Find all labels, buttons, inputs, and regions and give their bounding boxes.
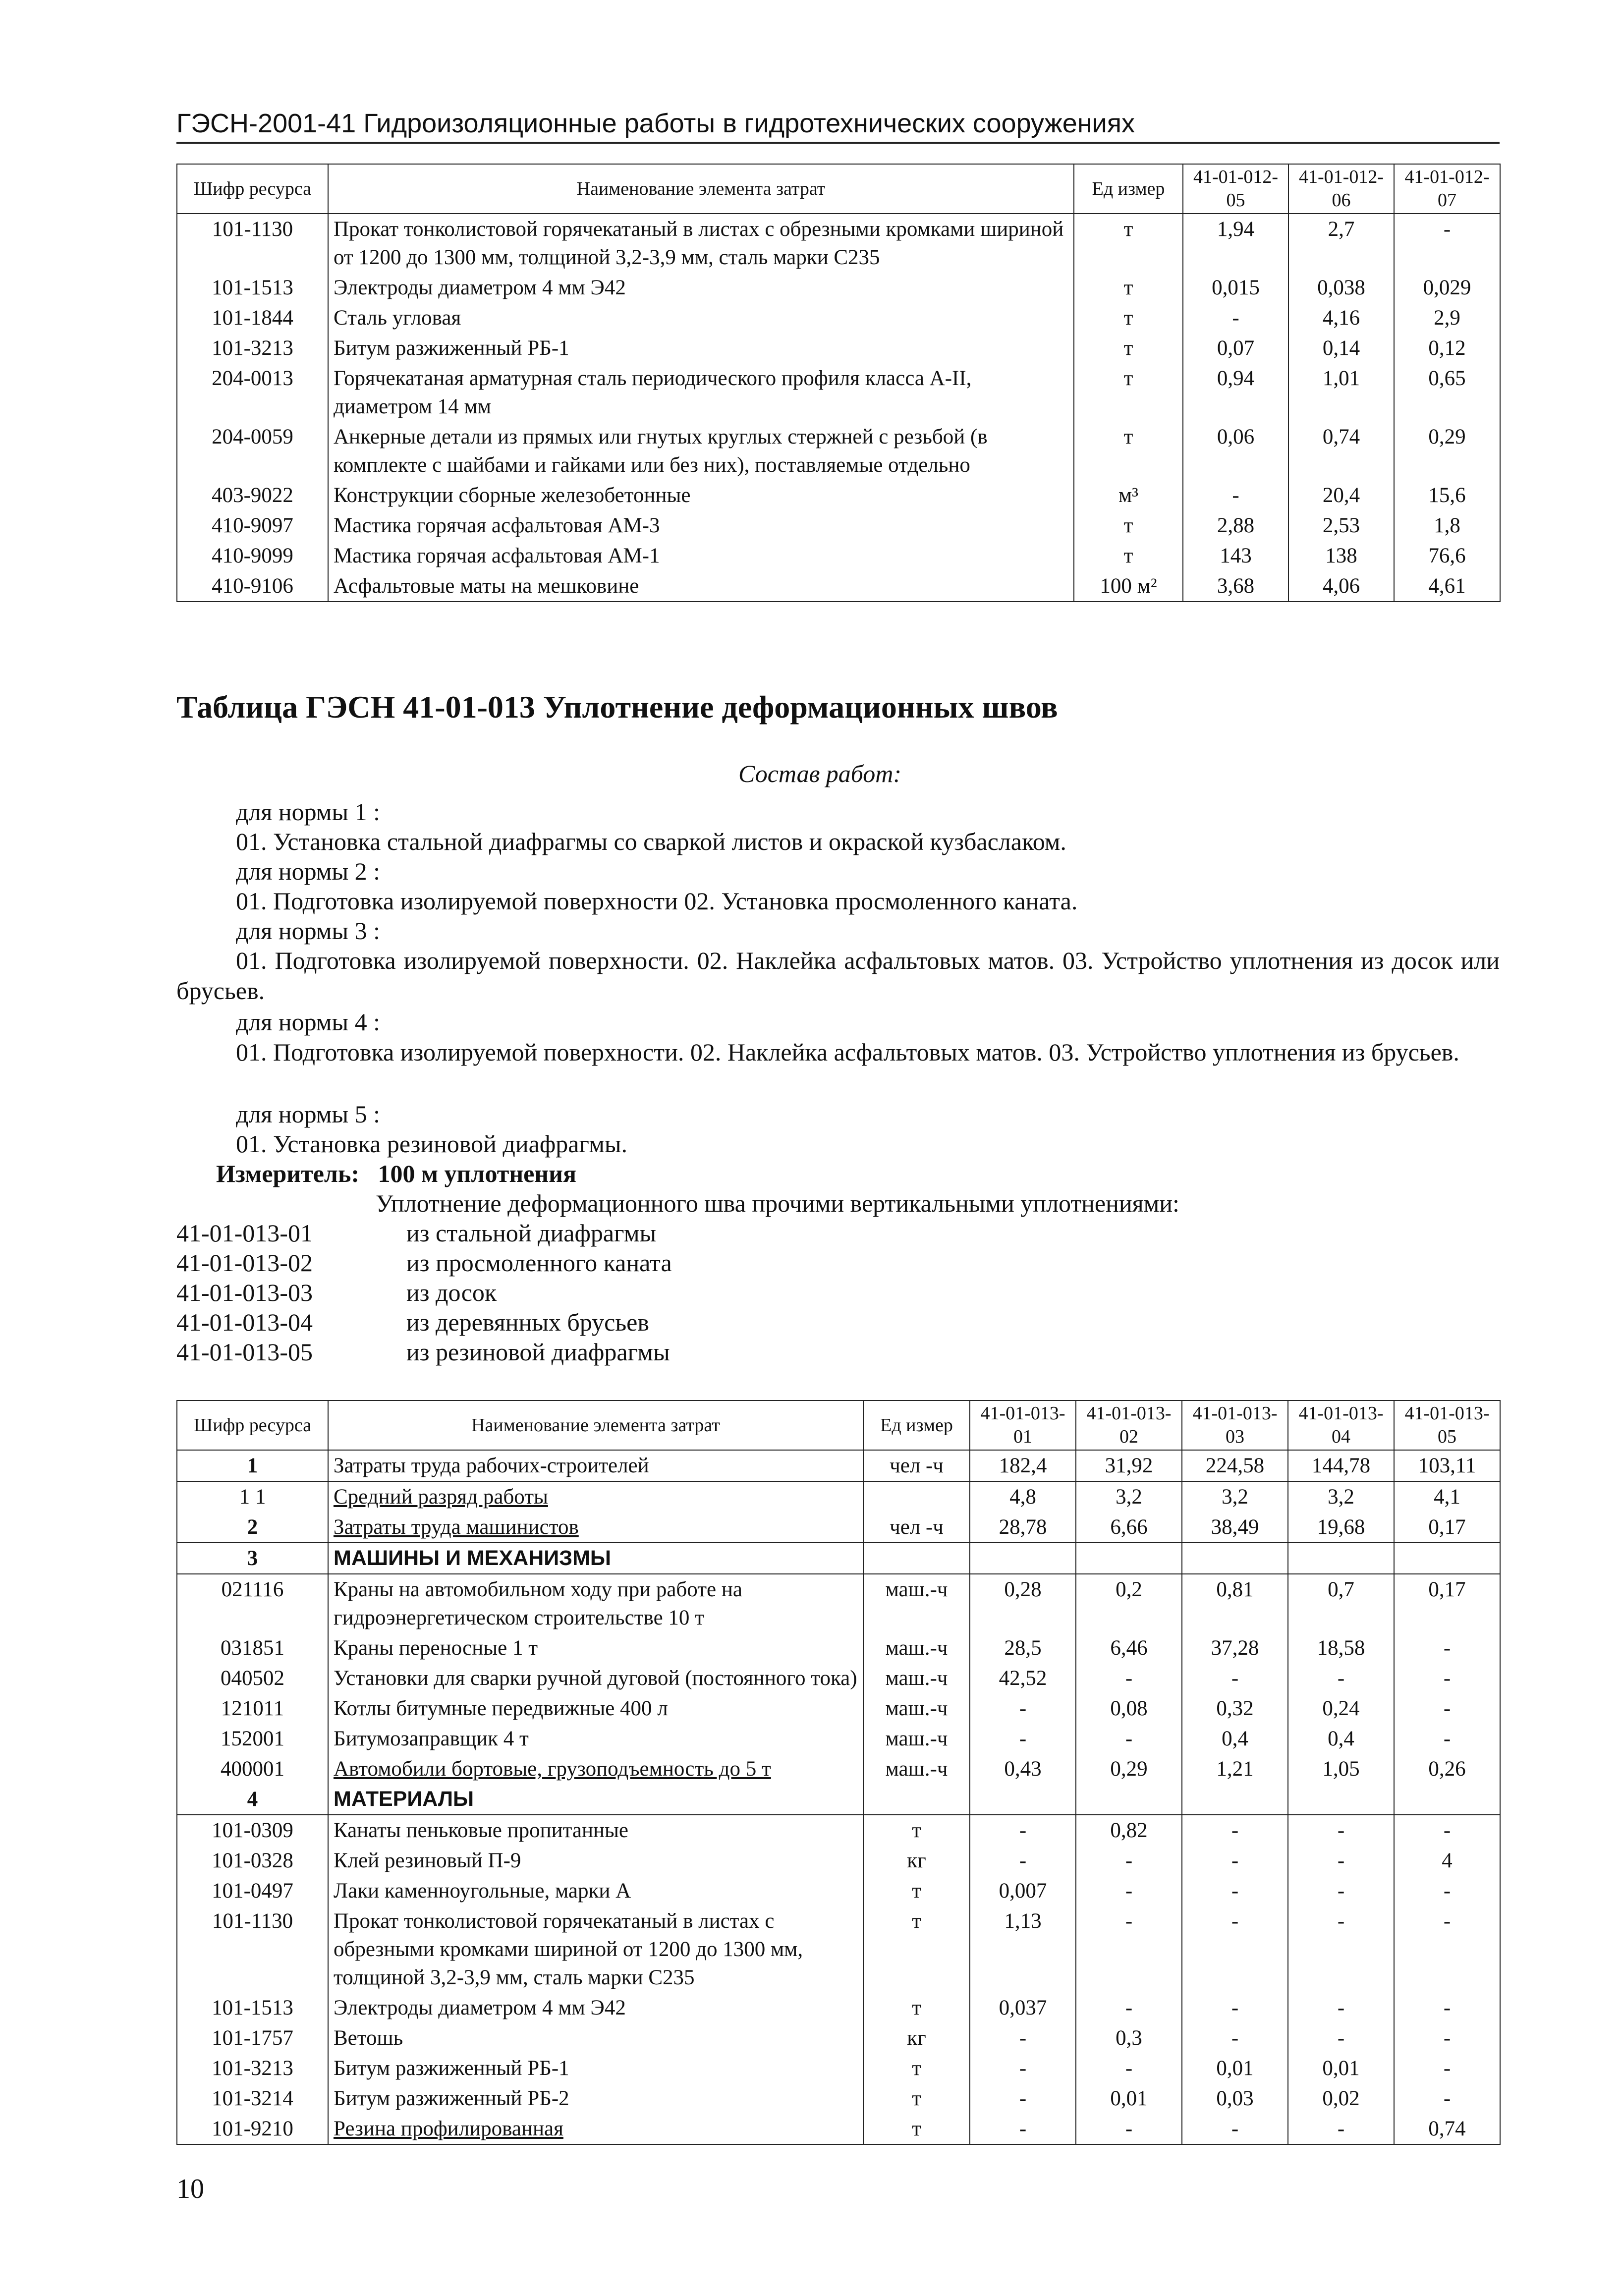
norm-value: - [1288, 1876, 1394, 1906]
unit: т [1074, 273, 1183, 303]
norm-value: 76,6 [1394, 541, 1500, 571]
resource-name: Клей резиновый П-9 [328, 1846, 863, 1876]
resource-code: 101-0328 [177, 1846, 328, 1876]
norm-value: - [1394, 1693, 1500, 1724]
norm-value: 4,8 [970, 1481, 1076, 1512]
norm-value: - [1394, 2023, 1500, 2053]
col-header-norm: 41-01-012-07 [1394, 164, 1500, 214]
resource-name: Мастика горячая асфальтовая АМ-3 [328, 510, 1074, 541]
norm-value: 0,82 [1076, 1815, 1182, 1846]
norm-value: 0,06 [1183, 422, 1288, 480]
resource-name: Средний разряд работы [328, 1481, 863, 1512]
norm-code: 41-01-013-02 [176, 1249, 313, 1277]
resource-name: Краны переносные 1 т [328, 1633, 863, 1663]
norm-value: 0,01 [1182, 2053, 1288, 2083]
norm-value: 0,14 [1288, 333, 1394, 363]
norm-value: 0,24 [1288, 1693, 1394, 1724]
col-header-norm: 41-01-013-02 [1076, 1400, 1182, 1450]
meter-label: Измеритель: 100 м уплотнения [216, 1160, 577, 1187]
norm-value: 15,6 [1394, 480, 1500, 510]
unit: т [1074, 214, 1183, 273]
norm-value: 143 [1183, 541, 1288, 571]
resource-code: 021116 [177, 1574, 328, 1633]
col-header-norm: 41-01-013-04 [1288, 1400, 1394, 1450]
table-row [177, 2114, 1500, 2144]
resource-name: МАШИНЫ И МЕХАНИЗМЫ [328, 1543, 863, 1574]
norm-value [970, 1543, 1076, 1574]
norm-value: - [1182, 1815, 1288, 1846]
resource-table-012 [176, 164, 1501, 602]
norm-value: - [1394, 1663, 1500, 1693]
norm-value: - [1182, 2114, 1288, 2144]
norm-value: 0,29 [1076, 1754, 1182, 1784]
resource-code: 101-1757 [177, 2023, 328, 2053]
norms-intro: Уплотнение деформационного шва прочими вертикальными уплотнениями: [376, 1189, 1179, 1217]
norm-value: 0,32 [1182, 1693, 1288, 1724]
norm-value: - [1183, 480, 1288, 510]
col-header-name: Наименование элемента затрат [328, 164, 1074, 214]
table-row [177, 1754, 1500, 1784]
norm-value: 0,037 [970, 1993, 1076, 2023]
table-row [177, 1693, 1500, 1724]
works-composition-title: Состав работ: [738, 760, 902, 787]
norm-value: 0,03 [1182, 2083, 1288, 2114]
norm-label: для нормы 3 : [236, 917, 381, 945]
resource-code: 101-3214 [177, 2083, 328, 2114]
norm-value: 4 [1394, 1846, 1500, 1876]
resource-code: 101-0309 [177, 1815, 328, 1846]
norm-value: 2,9 [1394, 303, 1500, 333]
col-header-norm: 41-01-013-05 [1394, 1400, 1500, 1450]
norm-value: 4,61 [1394, 571, 1500, 602]
norm-value: 6,66 [1076, 1512, 1182, 1543]
page-number: 10 [176, 2174, 204, 2204]
norm-value: 182,4 [970, 1450, 1076, 1481]
norm-value: - [1182, 1663, 1288, 1693]
resource-name: МАТЕРИАЛЫ [328, 1784, 863, 1815]
table-title: Таблица ГЭСН 41-01-013 Уплотнение деформационных швов [176, 689, 1058, 725]
norm-text: 01. Установка резиновой диафрагмы. [236, 1130, 627, 1158]
resource-name: Установки для сварки ручной дуговой (постоянного тока) [328, 1663, 863, 1693]
norm-value: - [1076, 1993, 1182, 2023]
resource-name: Конструкции сборные железобетонные [328, 480, 1074, 510]
norm-value: 0,26 [1394, 1754, 1500, 1784]
norm-value: 3,2 [1288, 1481, 1394, 1512]
col-header-norm: 41-01-012-05 [1183, 164, 1288, 214]
table-row [177, 363, 1500, 422]
table-row [177, 1846, 1500, 1876]
resource-code: 403-9022 [177, 480, 328, 510]
resource-name: Электроды диаметром 4 мм Э42 [328, 273, 1074, 303]
norm-value [1288, 1543, 1394, 1574]
norm-value [1288, 1784, 1394, 1815]
resource-name: Битум разжиженный РБ-1 [328, 2053, 863, 2083]
norm-value: - [1288, 1906, 1394, 1993]
norm-value: - [970, 1846, 1076, 1876]
norm-value: 0,17 [1394, 1574, 1500, 1633]
table-row [177, 303, 1500, 333]
norm-code: 41-01-013-04 [176, 1308, 313, 1336]
resource-code: 101-9210 [177, 2114, 328, 2144]
norm-value: - [1076, 1876, 1182, 1906]
norm-code-list [176, 1218, 313, 1367]
resource-code: 152001 [177, 1724, 328, 1754]
resource-code: 410-9097 [177, 510, 328, 541]
resource-name: Затраты труда рабочих-строителей [328, 1450, 863, 1481]
norm-value: - [1394, 1724, 1500, 1754]
norm-text: 01. Установка стальной диафрагмы со сваркой листов и окраской кузбаслаком. [236, 828, 1066, 855]
norm-value: - [1182, 1993, 1288, 2023]
resource-name: Мастика горячая асфальтовая АМ-1 [328, 541, 1074, 571]
norm-value: 2,53 [1288, 510, 1394, 541]
resource-code: 2 [177, 1512, 328, 1543]
norm-value: - [970, 1815, 1076, 1846]
resource-code: 1 1 [177, 1481, 328, 1512]
running-header: ГЭСН-2001-41 Гидроизоляционные работы в гидротехнических сооружениях [176, 109, 1135, 138]
norm-value: - [1183, 303, 1288, 333]
norm-value: 4,1 [1394, 1481, 1500, 1512]
norm-description: из стальной диафрагмы [406, 1219, 657, 1247]
resource-code: 410-9099 [177, 541, 328, 571]
unit: т [1074, 510, 1183, 541]
norm-value: 0,007 [970, 1876, 1076, 1906]
table-row [177, 2023, 1500, 2053]
norm-value: - [1288, 2023, 1394, 2053]
resource-code: 101-3213 [177, 333, 328, 363]
unit: т [863, 1993, 970, 2023]
header-rule [176, 142, 1500, 144]
norm-value: 0,08 [1076, 1693, 1182, 1724]
norm-value: - [1394, 1815, 1500, 1846]
norm-value: 138 [1288, 541, 1394, 571]
resource-name: Резина профилированная [328, 2114, 863, 2144]
norm-value: - [1076, 1724, 1182, 1754]
resource-name: Сталь угловая [328, 303, 1074, 333]
table-row [177, 1633, 1500, 1663]
resource-name: Ветошь [328, 2023, 863, 2053]
norm-text: 01. Подготовка изолируемой поверхности. 02. Наклейка асфальтовых матов. 03. Устройство уплотнения из брусьев. [236, 1038, 1459, 1066]
norm-value: 0,28 [970, 1574, 1076, 1633]
resource-code: 101-1513 [177, 273, 328, 303]
norm-value: 2,88 [1183, 510, 1288, 541]
unit: т [1074, 541, 1183, 571]
resource-name: Битум разжиженный РБ-2 [328, 2083, 863, 2114]
norm-value: 103,11 [1394, 1450, 1500, 1481]
resource-code: 101-0497 [177, 1876, 328, 1906]
norm-value: 4,06 [1288, 571, 1394, 602]
table-row [177, 1906, 1500, 1993]
unit: т [863, 2083, 970, 2114]
norm-value: 0,94 [1183, 363, 1288, 422]
norm-value: 1,8 [1394, 510, 1500, 541]
norm-value: - [1394, 214, 1500, 273]
table-row [177, 1512, 1500, 1543]
resource-code: 101-3213 [177, 2053, 328, 2083]
norm-value [1182, 1543, 1288, 1574]
unit: маш.-ч [863, 1754, 970, 1784]
unit: чел -ч [863, 1512, 970, 1543]
resource-code: 101-1513 [177, 1993, 328, 2023]
table-row [177, 333, 1500, 363]
unit: т [1074, 333, 1183, 363]
norm-value: 144,78 [1288, 1450, 1394, 1481]
table-row [177, 510, 1500, 541]
table-row [177, 1724, 1500, 1754]
norm-value: 0,29 [1394, 422, 1500, 480]
table-body [177, 214, 1500, 602]
table-row [177, 1450, 1500, 1481]
norm-description: из досок [406, 1279, 497, 1306]
norm-value: 4,16 [1288, 303, 1394, 333]
norm-value: 3,68 [1183, 571, 1288, 602]
norm-value: - [1394, 1633, 1500, 1663]
norm-value: - [970, 2114, 1076, 2144]
norm-label: для нормы 4 : [236, 1008, 381, 1036]
unit: 100 м² [1074, 571, 1183, 602]
norm-value: - [970, 2083, 1076, 2114]
resource-name: Канаты пеньковые пропитанные [328, 1815, 863, 1846]
norm-value: 0,01 [1288, 2053, 1394, 2083]
resource-name: Битум разжиженный РБ-1 [328, 333, 1074, 363]
table-row [177, 1993, 1500, 2023]
norm-value: - [1288, 1846, 1394, 1876]
unit [863, 1543, 970, 1574]
norm-value: 18,58 [1288, 1633, 1394, 1663]
norm-label: для нормы 5 : [236, 1100, 381, 1128]
norm-value: 0,3 [1076, 2023, 1182, 2053]
norm-desc-list [406, 1218, 672, 1367]
table-body [177, 1450, 1500, 2144]
resource-name: Котлы битумные передвижные 400 л [328, 1693, 863, 1724]
norm-value: - [1394, 1906, 1500, 1993]
col-header-code: Шифр ресурса [177, 1400, 328, 1450]
resource-code: 101-1130 [177, 1906, 328, 1993]
resource-name: Затраты труда машинистов [328, 1512, 863, 1543]
norm-value: 0,038 [1288, 273, 1394, 303]
table-row [177, 571, 1500, 602]
unit [863, 1481, 970, 1512]
norm-label: для нормы 1 : [236, 798, 381, 826]
norm-value: - [1394, 2083, 1500, 2114]
resource-name: Прокат тонколистовой горячекатаный в листах с обрезными кромками шириной от 1200 до 1300 мм, толщиной 3,2-3,9 мм, сталь марки С235 [328, 1906, 863, 1993]
norm-value: 3,2 [1076, 1481, 1182, 1512]
norm-value [1394, 1784, 1500, 1815]
norm-value: 0,4 [1182, 1724, 1288, 1754]
resource-name: Краны на автомобильном ходу при работе на гидроэнергетическом строительстве 10 т [328, 1574, 863, 1633]
norm-value: 0,01 [1076, 2083, 1182, 2114]
unit: маш.-ч [863, 1633, 970, 1663]
norm-value: 0,2 [1076, 1574, 1182, 1633]
norm-value: 31,92 [1076, 1450, 1182, 1481]
norm-value [1182, 1784, 1288, 1815]
norm-value: - [970, 1693, 1076, 1724]
norm-value: 0,02 [1288, 2083, 1394, 2114]
norm-value [970, 1784, 1076, 1815]
norm-value: 28,5 [970, 1633, 1076, 1663]
norm-value: - [1288, 1815, 1394, 1846]
unit: т [863, 2053, 970, 2083]
unit: чел -ч [863, 1450, 970, 1481]
table-row [177, 1663, 1500, 1693]
col-header-name: Наименование элемента затрат [328, 1400, 863, 1450]
table-header-row [177, 1400, 1500, 1450]
norm-value: - [1288, 2114, 1394, 2144]
table-row [177, 1815, 1500, 1846]
unit: маш.-ч [863, 1574, 970, 1633]
unit: маш.-ч [863, 1693, 970, 1724]
norm-value: - [1182, 1846, 1288, 1876]
norm-code: 41-01-013-03 [176, 1279, 313, 1306]
unit: кг [863, 1846, 970, 1876]
col-header-unit: Ед измер [1074, 164, 1183, 214]
norm-value: 0,74 [1288, 422, 1394, 480]
norm-value: - [1182, 1906, 1288, 1993]
norm-value: - [1394, 2053, 1500, 2083]
norm-value: 0,029 [1394, 273, 1500, 303]
unit: т [863, 1906, 970, 1993]
table-row [177, 422, 1500, 480]
resource-code: 1 [177, 1450, 328, 1481]
resource-code: 410-9106 [177, 571, 328, 602]
norm-value [1394, 1543, 1500, 1574]
norm-code: 41-01-013-01 [176, 1219, 313, 1247]
resource-name: Битумозаправщик 4 т [328, 1724, 863, 1754]
norm-text: 01. Подготовка изолируемой поверхности 02. Установка просмоленного каната. [236, 887, 1078, 915]
table-row [177, 1543, 1500, 1574]
table-row [177, 214, 1500, 273]
norm-value: - [1394, 1993, 1500, 2023]
table-row [177, 2053, 1500, 2083]
norm-value: 0,7 [1288, 1574, 1394, 1633]
resource-code: 101-1130 [177, 214, 328, 273]
table-row [177, 480, 1500, 510]
resource-code: 3 [177, 1543, 328, 1574]
norm-value: - [970, 2023, 1076, 2053]
norm-value: - [970, 1724, 1076, 1754]
col-header-code: Шифр ресурса [177, 164, 328, 214]
norm-value: 42,52 [970, 1663, 1076, 1693]
resource-code: 031851 [177, 1633, 328, 1663]
resource-table-013 [176, 1400, 1501, 2145]
col-header-norm: 41-01-012-06 [1288, 164, 1394, 214]
resource-code: 204-0059 [177, 422, 328, 480]
table-row [177, 2083, 1500, 2114]
norm-value: - [1076, 1663, 1182, 1693]
norm-value: 1,01 [1288, 363, 1394, 422]
resource-name: Лаки каменноугольные, марки А [328, 1876, 863, 1906]
norm-value [1076, 1784, 1182, 1815]
norm-value: 3,2 [1182, 1481, 1288, 1512]
norm-value: 0,81 [1182, 1574, 1288, 1633]
norm-value: 20,4 [1288, 480, 1394, 510]
unit: маш.-ч [863, 1724, 970, 1754]
unit: т [863, 1876, 970, 1906]
norm-value: 1,13 [970, 1906, 1076, 1993]
norm-value: - [1076, 2053, 1182, 2083]
norm-value: - [1076, 2114, 1182, 2144]
unit: т [863, 2114, 970, 2144]
unit: маш.-ч [863, 1663, 970, 1693]
norm-value: - [1076, 1846, 1182, 1876]
unit [863, 1784, 970, 1815]
resource-code: 4 [177, 1784, 328, 1815]
norm-label: для нормы 2 : [236, 857, 381, 885]
resource-name: Прокат тонколистовой горячекатаный в листах с обрезными кромками шириной от 1200 до 1300 мм, толщиной 3,2-3,9 мм, сталь марки С235 [328, 214, 1074, 273]
norm-value: - [970, 2053, 1076, 2083]
norm-value: 19,68 [1288, 1512, 1394, 1543]
norm-value: 0,65 [1394, 363, 1500, 422]
norm-value: 2,7 [1288, 214, 1394, 273]
unit: т [1074, 303, 1183, 333]
col-header-norm: 41-01-013-01 [970, 1400, 1076, 1450]
resource-name: Горячекатаная арматурная сталь периодического профиля класса А-II, диаметром 14 мм [328, 363, 1074, 422]
resource-code: 204-0013 [177, 363, 328, 422]
norm-description: из деревянных брусьев [406, 1308, 649, 1336]
table-row [177, 1876, 1500, 1906]
unit: т [863, 1815, 970, 1846]
resource-name: Автомобили бортовые, грузоподъемность до 5 т [328, 1754, 863, 1784]
norm-description: из резиновой диафрагмы [406, 1338, 670, 1366]
norm-value: 1,94 [1183, 214, 1288, 273]
unit: м³ [1074, 480, 1183, 510]
norm-description: из просмоленного каната [406, 1249, 672, 1277]
table-header-row [177, 164, 1500, 214]
norm-value: - [1076, 1906, 1182, 1993]
norm-value: 0,12 [1394, 333, 1500, 363]
norm-text: 01. Подготовка изолируемой поверхности. 02. Наклейка асфальтовых матов. 03. Устройство уплотнения из досок или брусьев. [176, 947, 1500, 1005]
norm-value: - [1288, 1993, 1394, 2023]
unit: т [1074, 363, 1183, 422]
norm-value: 1,05 [1288, 1754, 1394, 1784]
norm-value [1076, 1543, 1182, 1574]
norm-value: 224,58 [1182, 1450, 1288, 1481]
norm-value: 0,07 [1183, 333, 1288, 363]
resource-code: 121011 [177, 1693, 328, 1724]
norm-code: 41-01-013-05 [176, 1338, 313, 1366]
unit: кг [863, 2023, 970, 2053]
resource-code: 040502 [177, 1663, 328, 1693]
table-row [177, 1481, 1500, 1512]
table-row [177, 1574, 1500, 1633]
table-row [177, 273, 1500, 303]
resource-name: Анкерные детали из прямых или гнутых круглых стержней с резьбой (в комплекте с шайбами и гайками или без них), поставляемые отдельно [328, 422, 1074, 480]
norm-value: - [1182, 2023, 1288, 2053]
norm-value: 37,28 [1182, 1633, 1288, 1663]
norm-value: 0,43 [970, 1754, 1076, 1784]
norm-value: 0,74 [1394, 2114, 1500, 2144]
resource-code: 101-1844 [177, 303, 328, 333]
norm-value: 28,78 [970, 1512, 1076, 1543]
norm-value: 6,46 [1076, 1633, 1182, 1663]
resource-name: Электроды диаметром 4 мм Э42 [328, 1993, 863, 2023]
resource-name: Асфальтовые маты на мешковине [328, 571, 1074, 602]
norm-value: 1,21 [1182, 1754, 1288, 1784]
norm-value: - [1182, 1876, 1288, 1906]
norm-value: 38,49 [1182, 1512, 1288, 1543]
unit: т [1074, 422, 1183, 480]
col-header-unit: Ед измер [863, 1400, 970, 1450]
norm-value: 0,015 [1183, 273, 1288, 303]
norm-value: - [1288, 1663, 1394, 1693]
norm-value: 0,4 [1288, 1724, 1394, 1754]
norm-value: 0,17 [1394, 1512, 1500, 1543]
table-row [177, 541, 1500, 571]
resource-code: 400001 [177, 1754, 328, 1784]
col-header-norm: 41-01-013-03 [1182, 1400, 1288, 1450]
table-row [177, 1784, 1500, 1815]
norm-value: - [1394, 1876, 1500, 1906]
